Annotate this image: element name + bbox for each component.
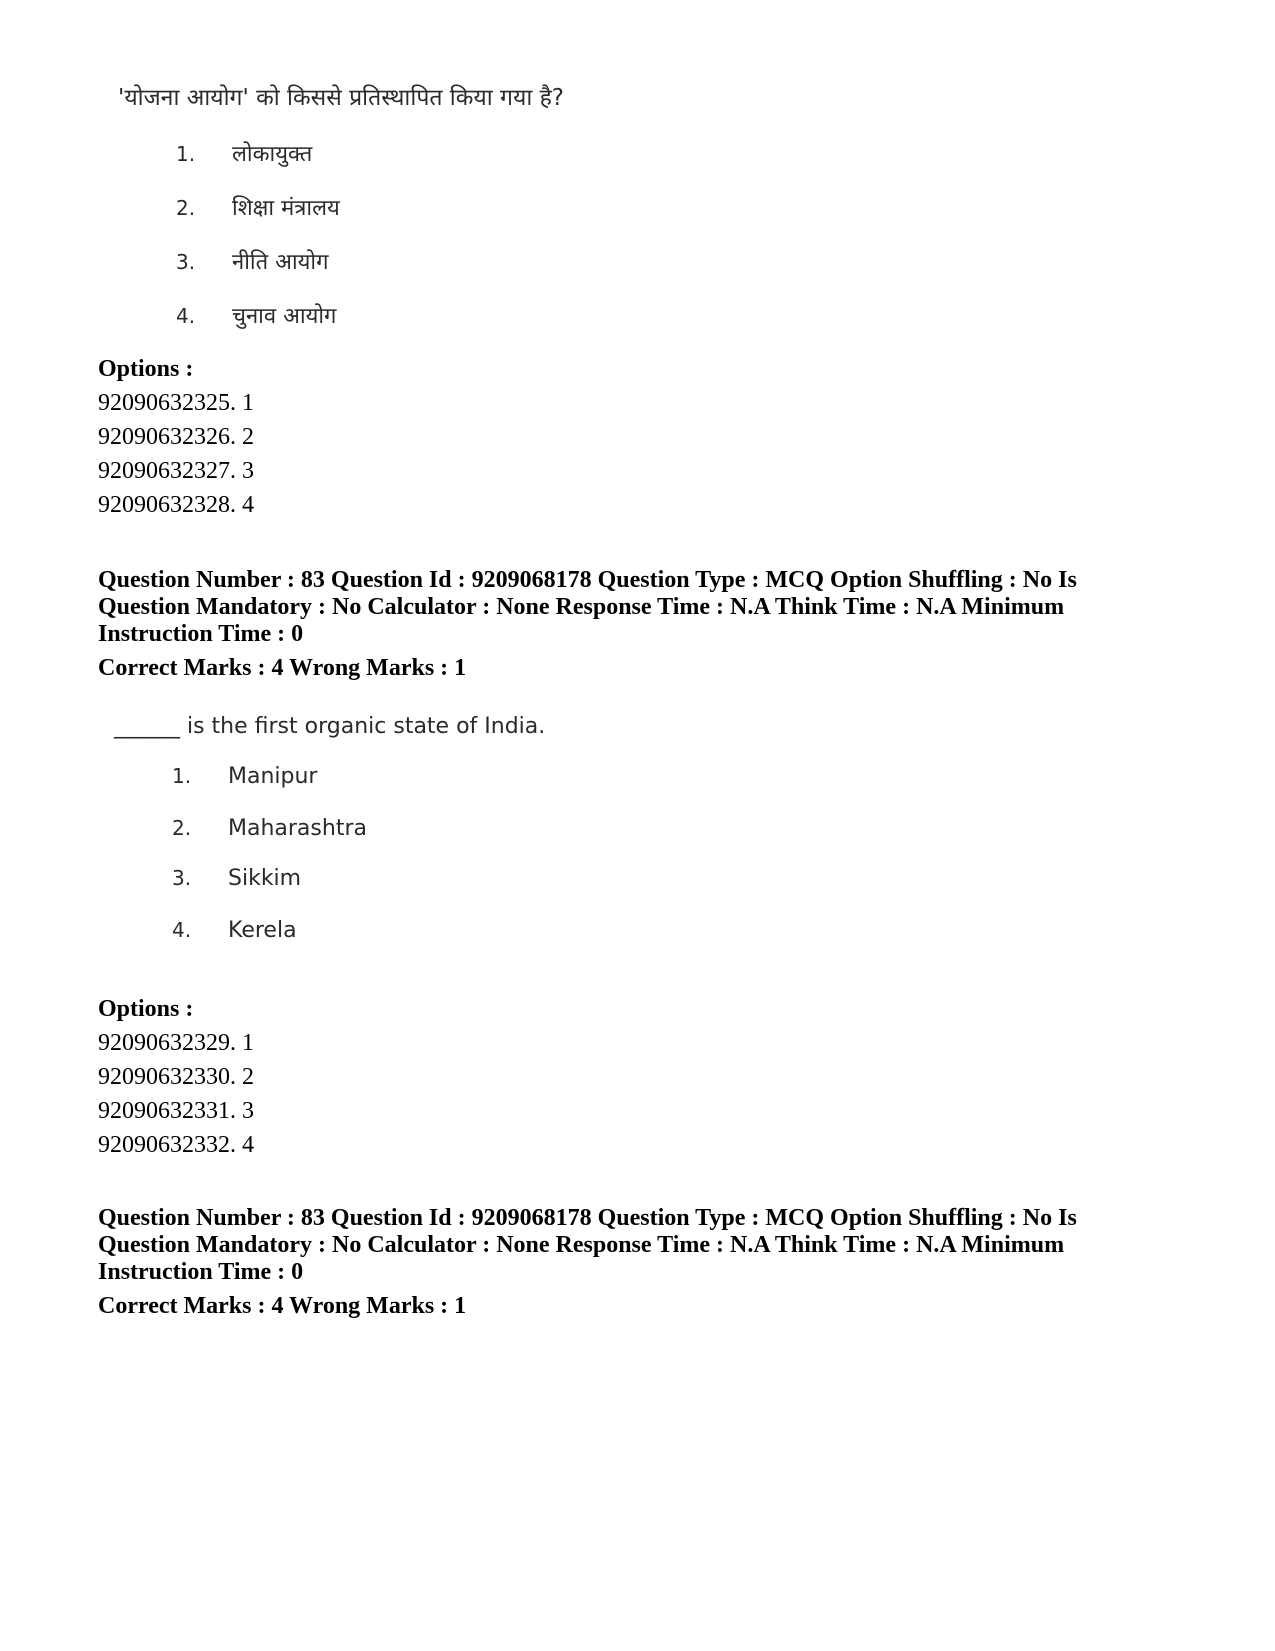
choice-number: 1.	[172, 764, 192, 788]
question-1-image	[0, 0, 1275, 350]
question-2-choice	[172, 866, 301, 891]
marks-line: Correct Marks : 4 Wrong Marks : 1	[98, 655, 467, 681]
question-1-choice	[176, 246, 328, 276]
choice-number: 2.	[172, 816, 192, 840]
choice-label: Manipur	[228, 764, 318, 789]
question-2-choice	[172, 816, 367, 841]
question-2-choice	[172, 918, 297, 943]
question-2-text: ______ is the first organic state of India.	[114, 714, 546, 739]
choice-label: शिक्षा मंत्रालय	[232, 196, 340, 221]
options-heading: Options :	[98, 356, 194, 382]
question-meta-line: Question Number : 83 Question Id : 9209068178 Question Type : MCQ Option Shuffling : No Is	[98, 1205, 1077, 1231]
question-meta-line: Question Mandatory : No Calculator : None Response Time : N.A Think Time : N.A Minimum	[98, 1232, 1065, 1258]
choice-label: Maharashtra	[228, 816, 367, 841]
options-heading: Options :	[98, 996, 194, 1022]
question-1-choice	[176, 192, 340, 222]
question-1-text: 'योजना आयोग' को किससे प्रतिस्थापित किया गया है?	[118, 85, 565, 111]
choice-label: Sikkim	[228, 866, 302, 891]
choice-label: Kerela	[228, 918, 297, 943]
marks-line: Correct Marks : 4 Wrong Marks : 1	[98, 1293, 467, 1319]
choice-label: लोकायुक्त	[232, 142, 313, 167]
choice-number: 3.	[176, 250, 196, 274]
choice-number: 3.	[172, 866, 192, 890]
question-meta-line: Question Number : 83 Question Id : 9209068178 Question Type : MCQ Option Shuffling : No Is	[98, 567, 1077, 593]
option-id-line: 92090632332. 4	[98, 1132, 254, 1158]
question-1-choice	[176, 138, 312, 168]
option-id-line: 92090632326. 2	[98, 424, 254, 450]
choice-number: 4.	[176, 304, 196, 328]
question-meta-line: Instruction Time : 0	[98, 1259, 304, 1285]
option-id-line: 92090632327. 3	[98, 458, 254, 484]
option-id-line: 92090632325. 1	[98, 390, 254, 416]
question-2-image	[0, 700, 1275, 960]
choice-label: चुनाव आयोग	[232, 304, 337, 329]
choice-number: 1.	[176, 142, 196, 166]
choice-number: 2.	[176, 196, 196, 220]
question-meta-line: Question Mandatory : No Calculator : None Response Time : N.A Think Time : N.A Minimum	[98, 594, 1065, 620]
question-1-choice	[176, 300, 336, 330]
option-id-line: 92090632330. 2	[98, 1064, 254, 1090]
option-id-line: 92090632328. 4	[98, 492, 254, 518]
option-id-line: 92090632331. 3	[98, 1098, 254, 1124]
option-id-line: 92090632329. 1	[98, 1030, 254, 1056]
question-meta-line: Instruction Time : 0	[98, 621, 304, 647]
choice-label: नीति आयोग	[232, 250, 329, 275]
choice-number: 4.	[172, 918, 192, 942]
question-2-choice	[172, 764, 317, 789]
